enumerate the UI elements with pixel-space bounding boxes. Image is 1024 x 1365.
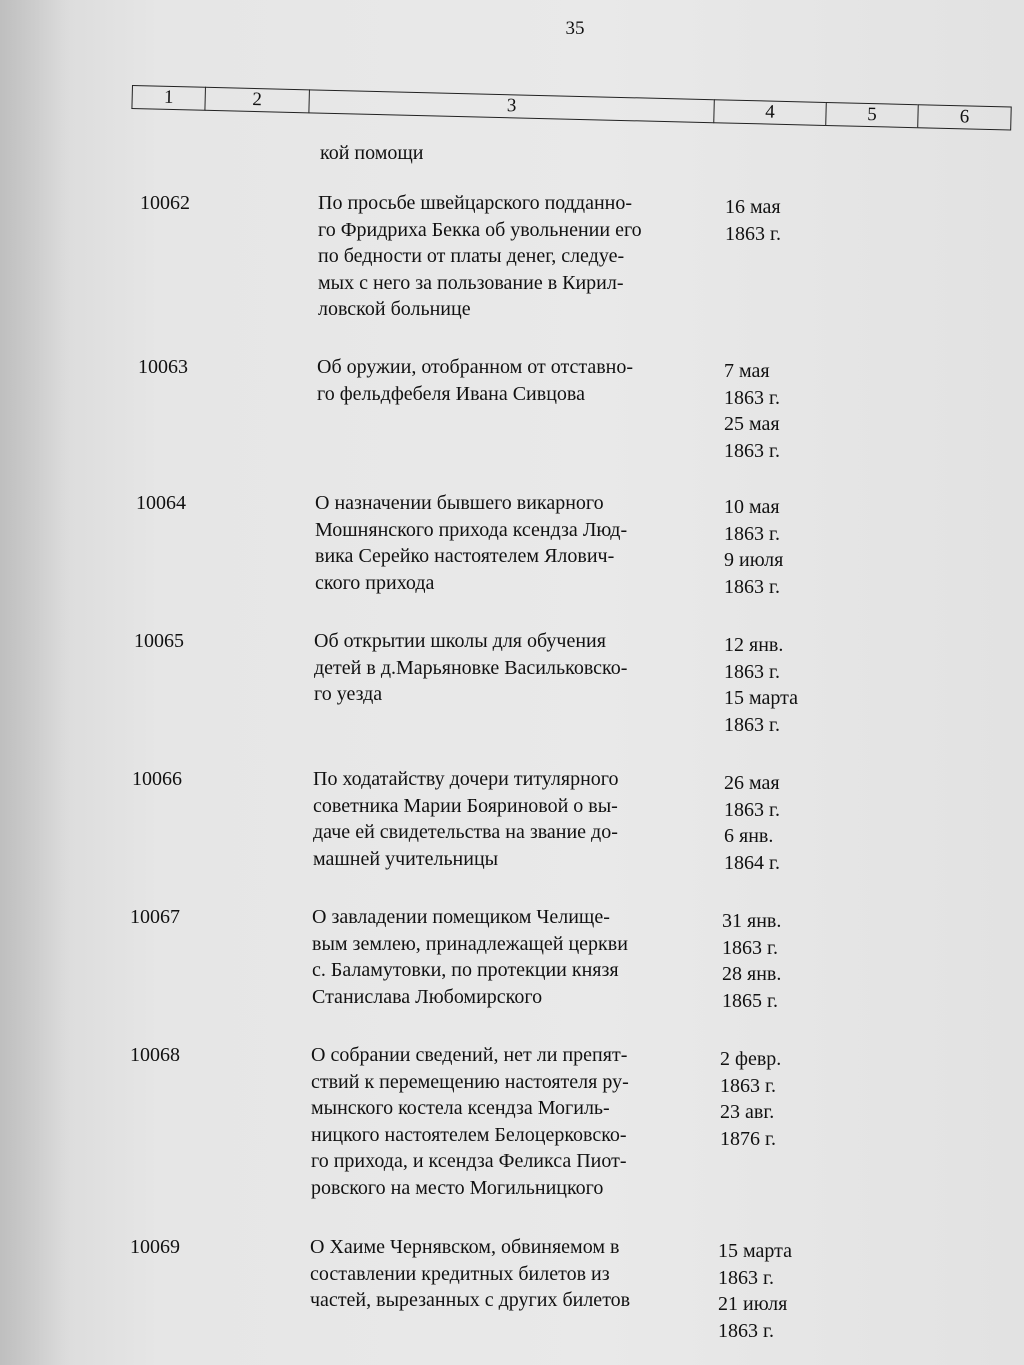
page-number: 35 xyxy=(565,18,585,39)
description-line: советника Марии Бояриновой о вы- xyxy=(313,794,618,817)
date-line: 10 мая xyxy=(724,496,780,518)
entry-number: 10065 xyxy=(134,630,184,652)
description-line: Мошнянского прихода ксендза Люд- xyxy=(315,518,628,541)
date-line: 1863 г. xyxy=(724,798,780,821)
description-line: го Фридриха Бекка об увольнении его xyxy=(318,218,642,241)
date-line: 1863 г. xyxy=(724,660,780,683)
date-line: 16 мая xyxy=(725,196,781,218)
entry-dates xyxy=(720,1046,830,1152)
date-line: 15 марта xyxy=(718,1240,792,1262)
column-header-2: 2 xyxy=(204,87,309,114)
date-line: 1863 г. xyxy=(724,522,780,545)
entry-dates xyxy=(724,358,834,464)
date-line: 23 авг. xyxy=(720,1101,775,1123)
description-line: го фельдфебеля Ивана Сивцова xyxy=(317,382,585,405)
date-line: 25 мая xyxy=(724,413,780,435)
date-line: 1864 г. xyxy=(724,851,780,874)
entry-number: 10066 xyxy=(132,768,182,790)
date-line: 21 июля xyxy=(718,1293,788,1315)
column-header-6: 6 xyxy=(917,104,1012,130)
entry-description xyxy=(317,354,717,407)
entry-dates xyxy=(722,908,832,1014)
description-line: составлении кредитных билетов из xyxy=(310,1262,610,1285)
entry-number: 10067 xyxy=(130,906,180,928)
entry-dates xyxy=(724,494,834,600)
date-line: 15 марта xyxy=(724,687,798,709)
description-line: Станислава Любомирского xyxy=(312,985,543,1008)
date-line: 12 янв. xyxy=(724,634,784,656)
entry-number: 10062 xyxy=(140,192,190,214)
date-line: 6 янв. xyxy=(724,825,774,847)
description-line: По ходатайству дочери титулярного xyxy=(313,768,619,790)
date-line: 2 февр. xyxy=(720,1048,782,1070)
description-line: по бедности от платы денег, следуе- xyxy=(318,245,625,267)
entry-dates xyxy=(724,632,834,738)
entry-description xyxy=(318,190,718,323)
description-line: По просьбе швейцарского подданно- xyxy=(318,192,633,214)
date-line: 7 мая xyxy=(724,360,770,382)
description-line: с. Баламутовки, по протекции князя xyxy=(312,959,619,981)
description-line: вика Серейко настоятелем Ялович- xyxy=(315,545,615,567)
entry-number: 10069 xyxy=(130,1236,180,1258)
date-line: 1863 г. xyxy=(720,1074,776,1097)
description-line: ницкого настоятелем Белоцерковско- xyxy=(311,1123,627,1146)
date-line: 28 янв. xyxy=(722,963,782,985)
description-line: го прихода, и ксендза Феликса Пиот- xyxy=(311,1150,627,1172)
date-line: 9 июля xyxy=(724,549,784,571)
date-line: 1876 г. xyxy=(720,1127,776,1150)
description-line: О завладении помещиком Челище- xyxy=(312,906,610,928)
column-header-1: 1 xyxy=(131,85,205,111)
description-line: го уезда xyxy=(314,683,383,705)
entry-dates xyxy=(724,770,834,876)
entry-description xyxy=(310,1234,710,1314)
description-line: вым землею, принадлежащей церкви xyxy=(312,932,628,955)
description-line: О назначении бывшего викарного xyxy=(315,492,604,514)
date-line: 1863 г. xyxy=(724,575,780,598)
continuation-text: кой помощи xyxy=(320,142,424,164)
description-line: Об открытии школы для обучения xyxy=(314,630,606,652)
description-line: даче ей свидетельства на звание до- xyxy=(313,821,618,843)
date-line: 1863 г. xyxy=(718,1319,774,1342)
date-line: 1865 г. xyxy=(722,989,778,1012)
entry-number: 10063 xyxy=(138,356,188,378)
description-line: ствий к перемещению настоятеля ру- xyxy=(311,1070,629,1093)
entry-description xyxy=(313,766,713,872)
entry-description xyxy=(312,904,712,1010)
description-line: О собрании сведений, нет ли препят- xyxy=(311,1044,628,1066)
entry-description xyxy=(311,1042,711,1201)
description-line: машней учительницы xyxy=(313,847,499,870)
description-line: ловской больнице xyxy=(318,298,471,320)
date-line: 26 мая xyxy=(724,772,780,794)
date-line: 1863 г. xyxy=(718,1266,774,1289)
column-header-5: 5 xyxy=(825,102,918,128)
entry-dates xyxy=(725,194,835,247)
date-line: 1863 г. xyxy=(722,936,778,959)
description-line: Об оружии, отобранном от отставно- xyxy=(317,356,634,378)
description-line: частей, вырезанных с других билетов xyxy=(310,1289,631,1311)
column-header-4: 4 xyxy=(713,99,826,126)
description-line: мынского костела ксендза Могиль- xyxy=(311,1097,610,1119)
entry-number: 10068 xyxy=(130,1044,180,1066)
date-line: 1863 г. xyxy=(724,713,780,736)
date-line: 1863 г. xyxy=(724,439,780,462)
date-line: 1863 г. xyxy=(725,222,781,245)
column-header-row xyxy=(131,85,1012,148)
description-line: О Хаиме Чернявском, обвиняемом в xyxy=(310,1236,620,1258)
description-line: мых с него за пользование в Кирил- xyxy=(318,271,624,294)
column-header-3: 3 xyxy=(308,89,713,123)
description-line: ровского на место Могильницкого xyxy=(311,1176,604,1199)
entry-description xyxy=(314,628,714,708)
date-line: 1863 г. xyxy=(724,386,780,409)
entry-number: 10064 xyxy=(136,492,186,514)
date-line: 31 янв. xyxy=(722,910,782,932)
page-shadow xyxy=(0,0,70,1365)
description-line: ского прихода xyxy=(315,571,435,594)
description-line: детей в д.Марьяновке Васильковско- xyxy=(314,656,628,679)
entry-description xyxy=(315,490,715,596)
entry-dates xyxy=(718,1238,828,1344)
